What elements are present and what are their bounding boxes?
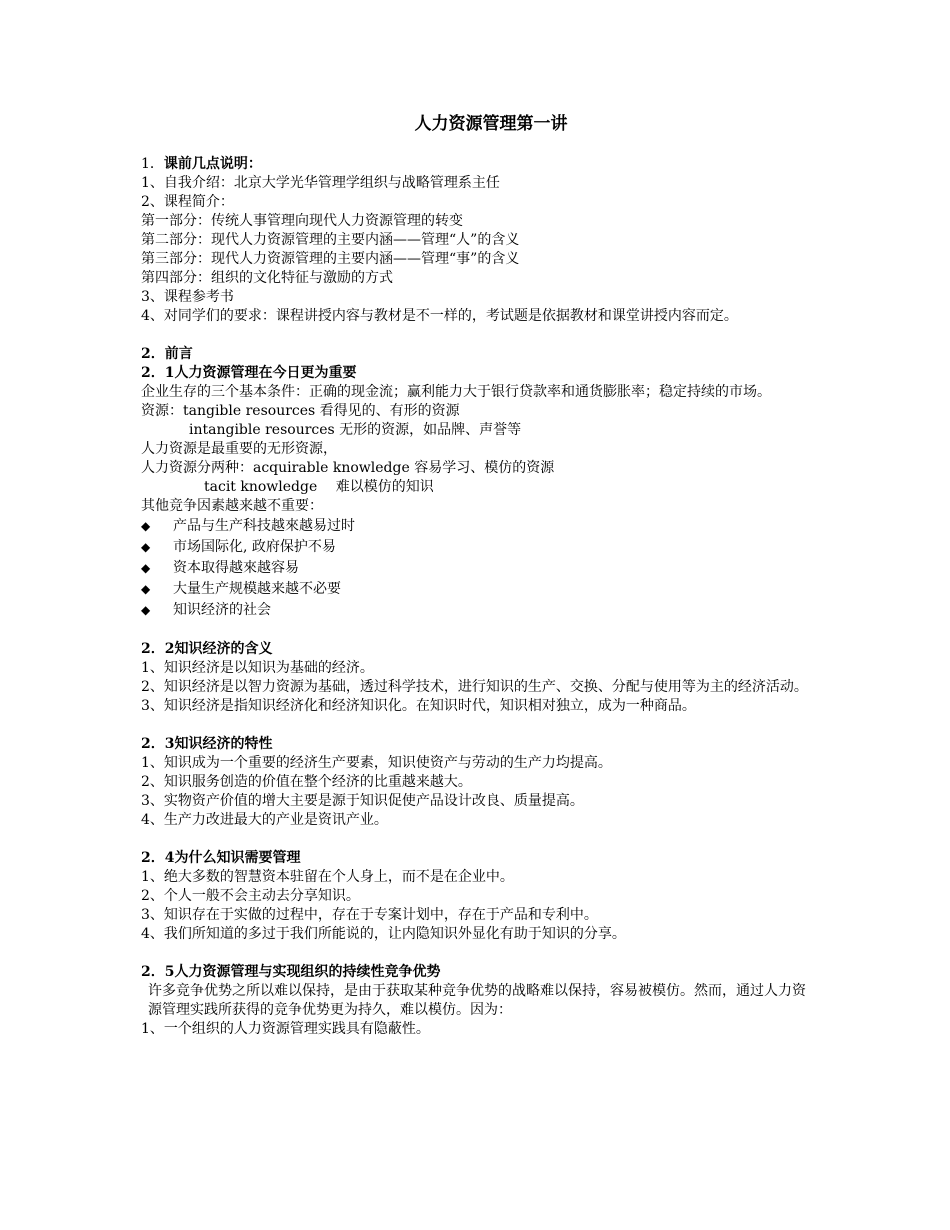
paragraph-line: 2、知识经济是以智力资源为基础，透过科学技术，进行知识的生产、交换、分配与使用等为主的经济活动。 xyxy=(141,679,808,695)
section-2-heading: 2．前言 xyxy=(141,346,193,362)
paragraph-line: 2、课程简介： xyxy=(141,194,234,210)
section-2-2-heading: 2．2知识经济的含义 xyxy=(141,641,273,657)
paragraph-line: 人力资源分两种：acquirable knowledge 容易学习、模仿的资源 xyxy=(141,460,555,476)
list-item xyxy=(141,537,811,558)
section-2-5-heading: 2．5人力资源管理与实现组织的持续性竞争优势 xyxy=(141,964,441,980)
paragraph-line: 3、知识存在于实做的过程中，存在于专案计划中，存在于产品和专利中。 xyxy=(141,907,598,923)
section-2-3-heading: 2．3知识经济的特性 xyxy=(141,736,273,752)
spacer xyxy=(141,326,811,345)
paragraph-line: 第二部分：现代人力资源管理的主要内涵——管理“人”的含义 xyxy=(141,232,520,248)
section-2-4-heading: 2．4为什么知识需要管理 xyxy=(141,850,301,866)
list-item-text: 资本取得越來越容易 xyxy=(173,560,299,576)
paragraph-line: 1、知识成为一个重要的经济生产要素，知识使资产与劳动的生产力均提高。 xyxy=(141,755,612,771)
paragraph-line: 4、生产力改进最大的产业是资讯产业。 xyxy=(141,812,388,828)
spacer xyxy=(141,621,811,640)
paragraph-line: 1、绝大多数的智慧资本驻留在个人身上，而不是在企业中。 xyxy=(141,869,514,885)
list-item xyxy=(141,558,811,579)
paragraph-line: 4、对同学们的要求：课程讲授内容与教材是不一样的，考试题是依据教材和课堂讲授内容而定。 xyxy=(141,308,738,324)
spacer xyxy=(141,716,811,735)
paragraph-line: 3、课程参考书 xyxy=(141,289,234,305)
list-item-text: 市场国际化, 政府保护不易 xyxy=(173,539,336,555)
paragraph-line: 1、知识经济是以知识为基础的经济。 xyxy=(141,660,374,676)
paragraph-line: 人力资源是最重要的无形资源， xyxy=(141,441,337,457)
paragraph-line: 第一部分：传统人事管理向现代人力资源管理的转变 xyxy=(141,213,463,229)
diamond-bullet-icon: ◆ xyxy=(141,561,151,575)
spacer xyxy=(141,944,811,963)
resource-line: intangible resources 无形的资源，如品牌、声誉等 xyxy=(189,422,522,438)
section-1-title: 课前几点说明： xyxy=(163,156,262,172)
resource-line: 资源：tangible resources 看得见的、有形的资源 xyxy=(141,403,460,419)
paragraph-line: tacit knowledge 难以模仿的知识 xyxy=(204,479,434,495)
document-title: 人力资源管理第一讲 xyxy=(414,114,568,134)
paragraph-line: 第三部分：现代人力资源管理的主要内涵——管理“事”的含义 xyxy=(141,251,520,267)
list-item xyxy=(141,516,811,537)
diamond-bullet-icon: ◆ xyxy=(141,540,151,554)
paragraph-line: 2、知识服务创造的价值在整个经济的比重越来越大。 xyxy=(141,774,472,790)
list-item-text: 产品与生产科技越來越易过时 xyxy=(173,518,355,534)
paragraph: 许多竞争优势之所以难以保持，是由于获取某种竞争优势的战略难以保持，容易被模仿。然而，通过人力资源管理实践所获得的竞争优势更为持久，难以模仿。因为： xyxy=(148,983,806,1018)
diamond-bullet-icon: ◆ xyxy=(141,582,151,596)
paragraph-line: 2、个人一般不会主动去分享知识。 xyxy=(141,888,360,904)
list-item xyxy=(141,579,811,600)
paragraph-line: 4、我们所知道的多过于我们所能说的，让内隐知识外显化有助于知识的分享。 xyxy=(141,926,626,942)
paragraph-line: 1、一个组织的人力资源管理实践具有隐蔽性。 xyxy=(141,1021,430,1037)
diamond-bullet-icon: ◆ xyxy=(141,603,151,617)
paragraph-line: 3、实物资产价值的增大主要是源于知识促使产品设计改良、质量提高。 xyxy=(141,793,584,809)
section-1-number: 1． xyxy=(141,156,164,172)
section-2-1-heading: 2．1人力资源管理在今日更为重要 xyxy=(141,365,357,381)
list-item-text: 大量生产规模越来越不必要 xyxy=(173,581,341,597)
spacer xyxy=(141,830,811,849)
paragraph-line: 其他竞争因素越来越不重要： xyxy=(141,498,323,514)
paragraph-line: 第四部分：组织的文化特征与激励的方式 xyxy=(141,270,393,286)
list-item-text: 知识经济的社会 xyxy=(173,602,271,618)
diamond-bullet-icon: ◆ xyxy=(141,519,151,533)
document-body xyxy=(141,112,811,1039)
paragraph-line: 3、知识经济是指知识经济化和经济知识化。在知识时代，知识相对独立，成为一种商品。 xyxy=(141,698,696,714)
paragraph-line: 1、自我介绍：北京大学光华管理学组织与战略管理系主任 xyxy=(141,175,500,191)
paragraph: 企业生存的三个基本条件：正确的现金流；赢利能力大于银行贷款率和通货膨胀率；稳定持续的市场。 xyxy=(141,384,771,400)
list-item xyxy=(141,600,811,621)
section-1-heading xyxy=(141,155,811,174)
